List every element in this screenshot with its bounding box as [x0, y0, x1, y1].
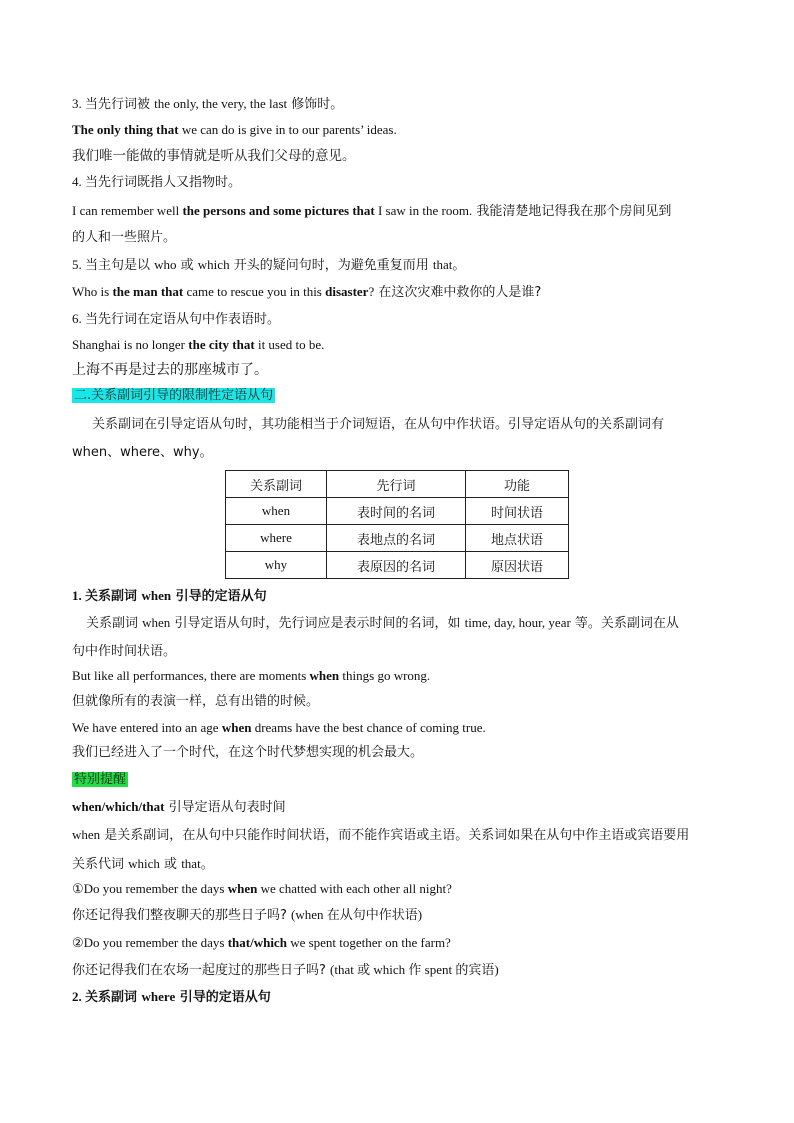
table-row [226, 498, 569, 525]
section-heading: 二.关系副词引导的限制性定语从句 [74, 388, 274, 403]
table-cell: why [226, 552, 327, 579]
table-cell: 表原因的名词 [327, 552, 466, 579]
table-row [226, 525, 569, 552]
table-header: 关系副词 [226, 471, 327, 498]
table-cell: when [226, 498, 327, 525]
rule-5: 5. 当主句是以 who 或 which 开头的疑问句时，为避免重复而用 that。 [72, 257, 466, 273]
table-cell: 表地点的名词 [327, 525, 466, 552]
table-cell: 原因状语 [466, 552, 569, 579]
translation: 你还记得我们整夜聊天的那些日子吗? (when 在从句中作状语) [72, 907, 423, 923]
table-cell: 时间状语 [466, 498, 569, 525]
table-cell: 地点状语 [466, 525, 569, 552]
translation: 我们已经进入了一个时代，在这个时代梦想实现的机会最大。 [72, 745, 424, 760]
example-sentence: ①Do you remember the days when we chatted with each other all night? [72, 881, 452, 896]
example-sentence: I can remember well the persons and some pictures that I saw in the room. 我能清楚地记得我在那个房间见到 [72, 203, 672, 219]
table-cell: 表时间的名词 [327, 498, 466, 525]
rule-number: 3. [72, 96, 85, 111]
intro-paragraph: 关系副词在引导定语从句时，其功能相当于介词短语，在从句中作状语。引导定语从句的关系副词有 when、where、why。 [72, 417, 665, 460]
translation: 的人和一些照片。 [72, 230, 177, 245]
table-header: 功能 [466, 471, 569, 498]
subsection-heading: 2. 关系副词 where 引导的定语从句 [72, 989, 271, 1005]
table-header: 先行词 [327, 471, 466, 498]
translation: 我们唯一能做的事情就是听从我们父母的意见。 [72, 148, 356, 164]
table-header-row [226, 471, 569, 498]
example-sentence: Shanghai is no longer the city that it used to be. [72, 337, 325, 352]
subsection-heading: 1. 关系副词 when 引导的定语从句 [72, 588, 267, 604]
rule-3: 3. 当先行词被 the only, the very, the last 修饰时。 [72, 96, 344, 112]
tip-title: when/which/that 引导定语从句表时间 [72, 799, 286, 815]
example-sentence: The only thing that we can do is give in to our parents’ ideas. [72, 122, 397, 137]
example-sentence: ②Do you remember the days that/which we spent together on the farm? [72, 935, 451, 950]
tip-paragraph: when 是关系副词，在从句中只能作时间状语，而不能作宾语或主语。关系词如果在从句中作主语或宾语要用 关系代词 which 或 that。 [72, 827, 690, 872]
rule-6: 6. 当先行词在定语从句中作表语时。 [72, 311, 281, 327]
table-cell: where [226, 525, 327, 552]
example-sentence: We have entered into an age when dreams have the best chance of coming true. [72, 720, 486, 735]
relative-adverb-table [225, 470, 569, 579]
translation: 但就像所有的表演一样，总有出错的时候。 [72, 694, 320, 709]
table-row [226, 552, 569, 579]
tip-label: 特别提醒 [74, 772, 127, 787]
rule-4: 4. 当先行词既指人又指物时。 [72, 174, 242, 190]
example-sentence: But like all performances, there are moments when things go wrong. [72, 668, 431, 683]
example-sentence: Who is the man that came to rescue you in this disaster? 在这次灾难中救你的人是谁? [72, 284, 542, 300]
translation: 你还记得我们在农场一起度过的那些日子吗? (that 或 which 作 spent 的宾语) [72, 962, 499, 978]
when-paragraph: 关系副词 when 引导定语从句时，先行词应是表示时间的名词，如 time, day, hour, year 等。关系副词在从 句中作时间状语。 [72, 615, 679, 659]
translation: 上海不再是过去的那座城市了。 [72, 362, 268, 378]
